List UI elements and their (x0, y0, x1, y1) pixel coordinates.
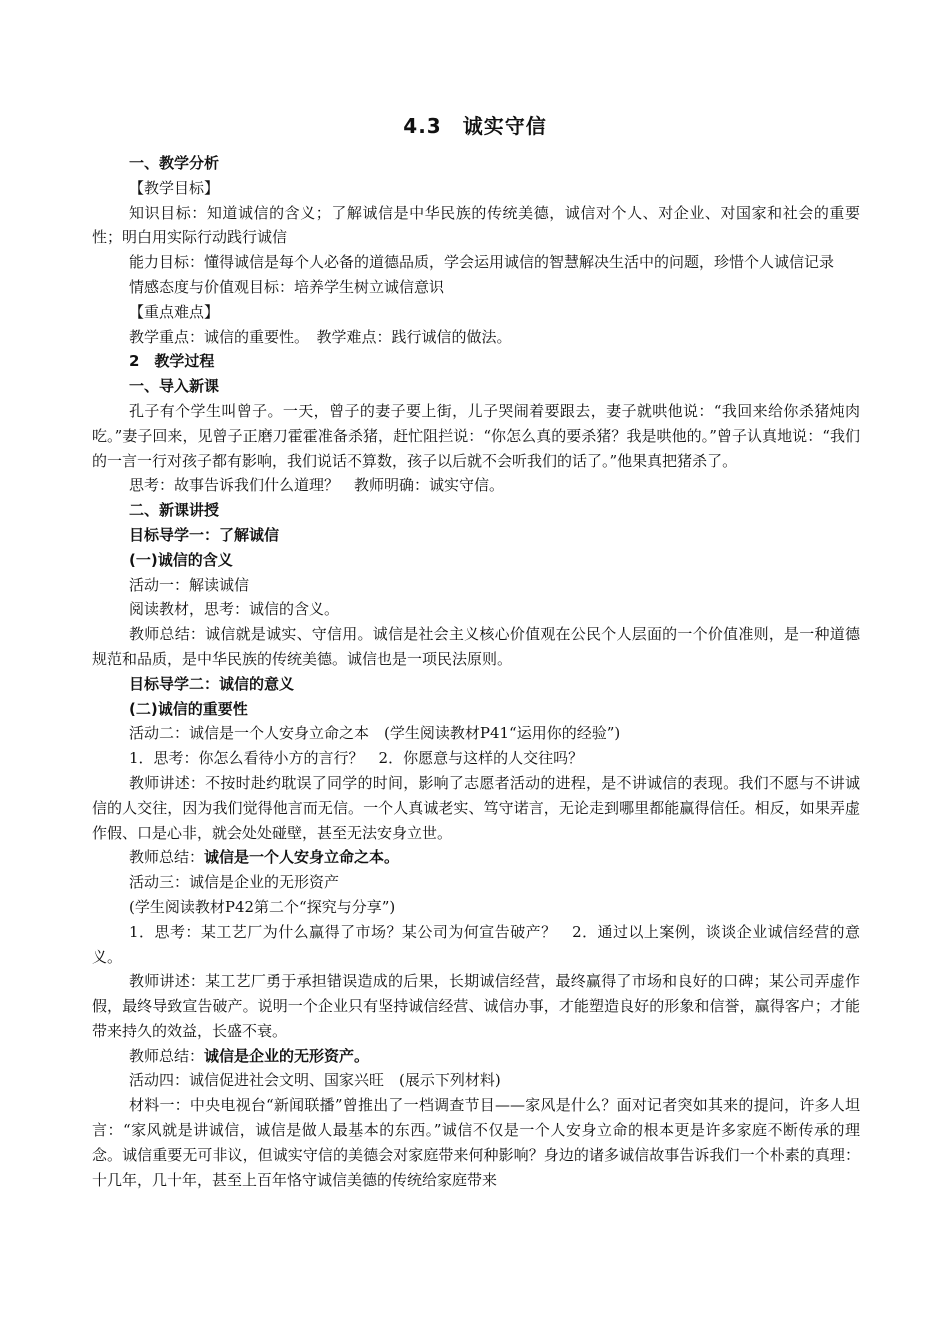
paragraph-talk-2: 教师讲述：不按时赴约耽误了同学的时间，影响了志愿者活动的进程，是不讲诚信的表现。我们不愿与不讲诚信的人交往，因为我们觉得他言而无信。一个人真诚老实、笃守诺言，无论走到哪里都能赢得信任。相反，如果弄虚作假、口是心非，就会处处碰壁，甚至无法安身立世。 (92, 773, 860, 842)
paragraph-key-points: 教学重点：诚信的重要性。 教学难点：践行诚信的做法。 (129, 327, 512, 346)
summary-3-bold: 诚信是企业的无形资产。 (204, 1046, 370, 1065)
summary-3-prefix: 教师总结： (129, 1046, 205, 1065)
paragraph-emotion-goal: 情感态度与价值观目标：培养学生树立诚信意识 (129, 277, 445, 296)
label-teaching-goals: 【教学目标】 (129, 178, 220, 197)
paragraph-story: 孔子有个学生叫曾子。一天，曾子的妻子要上街，儿子哭闹着要跟去，妻子就哄他说：“我回来给你杀猪炖肉吃。”妻子回来，见曾子正磨刀霍霍准备杀猪，赶忙阻拦说：“你怎么真的要杀猪？我是哄他的。”曾子认真地说：“我们的一言一行对孩子都有影响，我们说话不算数，孩子以后就不会听我们的话了。”他果真把猪杀了。 (92, 401, 860, 470)
paragraph-summary-3 (92, 1044, 860, 1069)
section-heading-new-lesson: 二、新课讲授 (129, 501, 220, 520)
paragraph-questions-2: 1．思考：你怎么看待小方的言行？ 2．你愿意与这样的人交往吗？ (129, 749, 584, 768)
goal-heading-1: 目标导学一：了解诚信 (129, 525, 280, 544)
summary-2-prefix: 教师总结： (129, 848, 205, 867)
subheading-importance: (二)诚信的重要性 (129, 699, 248, 718)
section-heading-intro: 一、导入新课 (129, 377, 220, 396)
paragraph-talk-3: 教师讲述：某工艺厂勇于承担错误造成的后果，长期诚信经营，最终赢得了市场和良好的口碑；某公司弄虚作假，最终导致宣告破产。说明一个企业只有坚持诚信经营、诚信办事，才能塑造良好的形象和信誉，赢得客户；才能带来持久的效益，长盛不衰。 (92, 972, 860, 1040)
paragraph-read-1: 阅读教材，思考：诚信的含义。 (129, 600, 340, 619)
activity-2: 活动二：诚信是一个人安身立命之本 (学生阅读教材P41“运用你的经验”) (129, 724, 621, 743)
paragraph-material-1: 材料一：中央电视台“新闻联播”曾推出了一档调查节目——家风是什么？面对记者突如其来的提问，许多人坦言：“家风就是讲诚信，诚信是做人最基本的东西。”诚信不仅是一个人安身立命的根本更是许多家庭不断传承的理念。诚信重要无可非议，但诚实守信的美德会对家庭带来何种影响？身边的诸多诚信故事告诉我们一个朴素的真理：十几年，几十年，甚至上百年恪守诚信美德的传统给家庭带来 (92, 1096, 860, 1189)
paragraph-summary-1: 教师总结：诚信就是诚实、守信用。诚信是社会主义核心价值观在公民个人层面的一个价值准则，是一种道德规范和品质，是中华民族的传统美德。诚信也是一项民法原则。 (92, 625, 860, 668)
subheading-meaning: (一)诚信的含义 (129, 550, 233, 569)
activity-4: 活动四：诚信促进社会文明、国家兴旺 (展示下列材料) (129, 1071, 501, 1090)
activity-1: 活动一：解读诚信 (129, 575, 250, 594)
summary-2-bold: 诚信是一个人安身立命之本。 (204, 848, 400, 867)
activity-3: 活动三：诚信是企业的无形资产 (129, 873, 340, 892)
paragraph-ability-goal: 能力目标：懂得诚信是每个人必备的道德品质，学会运用诚信的智慧解决生活中的问题，珍惜个人诚信记录 (129, 253, 835, 272)
paragraph-read-3: (学生阅读教材P42第二个“探究与分享”) (129, 897, 396, 916)
paragraph-knowledge-goal: 知识目标：知道诚信的含义；了解诚信是中华民族的传统美德，诚信对个人、对企业、对国家和社会的重要性；明白用实际行动践行诚信 (92, 203, 860, 247)
page-title: 4.3 诚实守信 (403, 114, 547, 138)
label-key-points: 【重点难点】 (129, 302, 220, 321)
goal-heading-2: 目标导学二：诚信的意义 (129, 674, 295, 693)
document-body (92, 151, 860, 1192)
paragraph-summary-2 (92, 845, 860, 870)
paragraph-questions-3: 1．思考：某工艺厂为什么赢得了市场？某公司为何宣告破产？ 2．通过以上案例，谈谈企业诚信经营的意义。 (92, 922, 860, 966)
section-heading-teaching-analysis: 一、教学分析 (129, 154, 220, 172)
paragraph-think: 思考：故事告诉我们什么道理？ 教师明确：诚实守信。 (129, 476, 505, 495)
section-heading-teaching-process: 2 教学过程 (129, 352, 215, 371)
